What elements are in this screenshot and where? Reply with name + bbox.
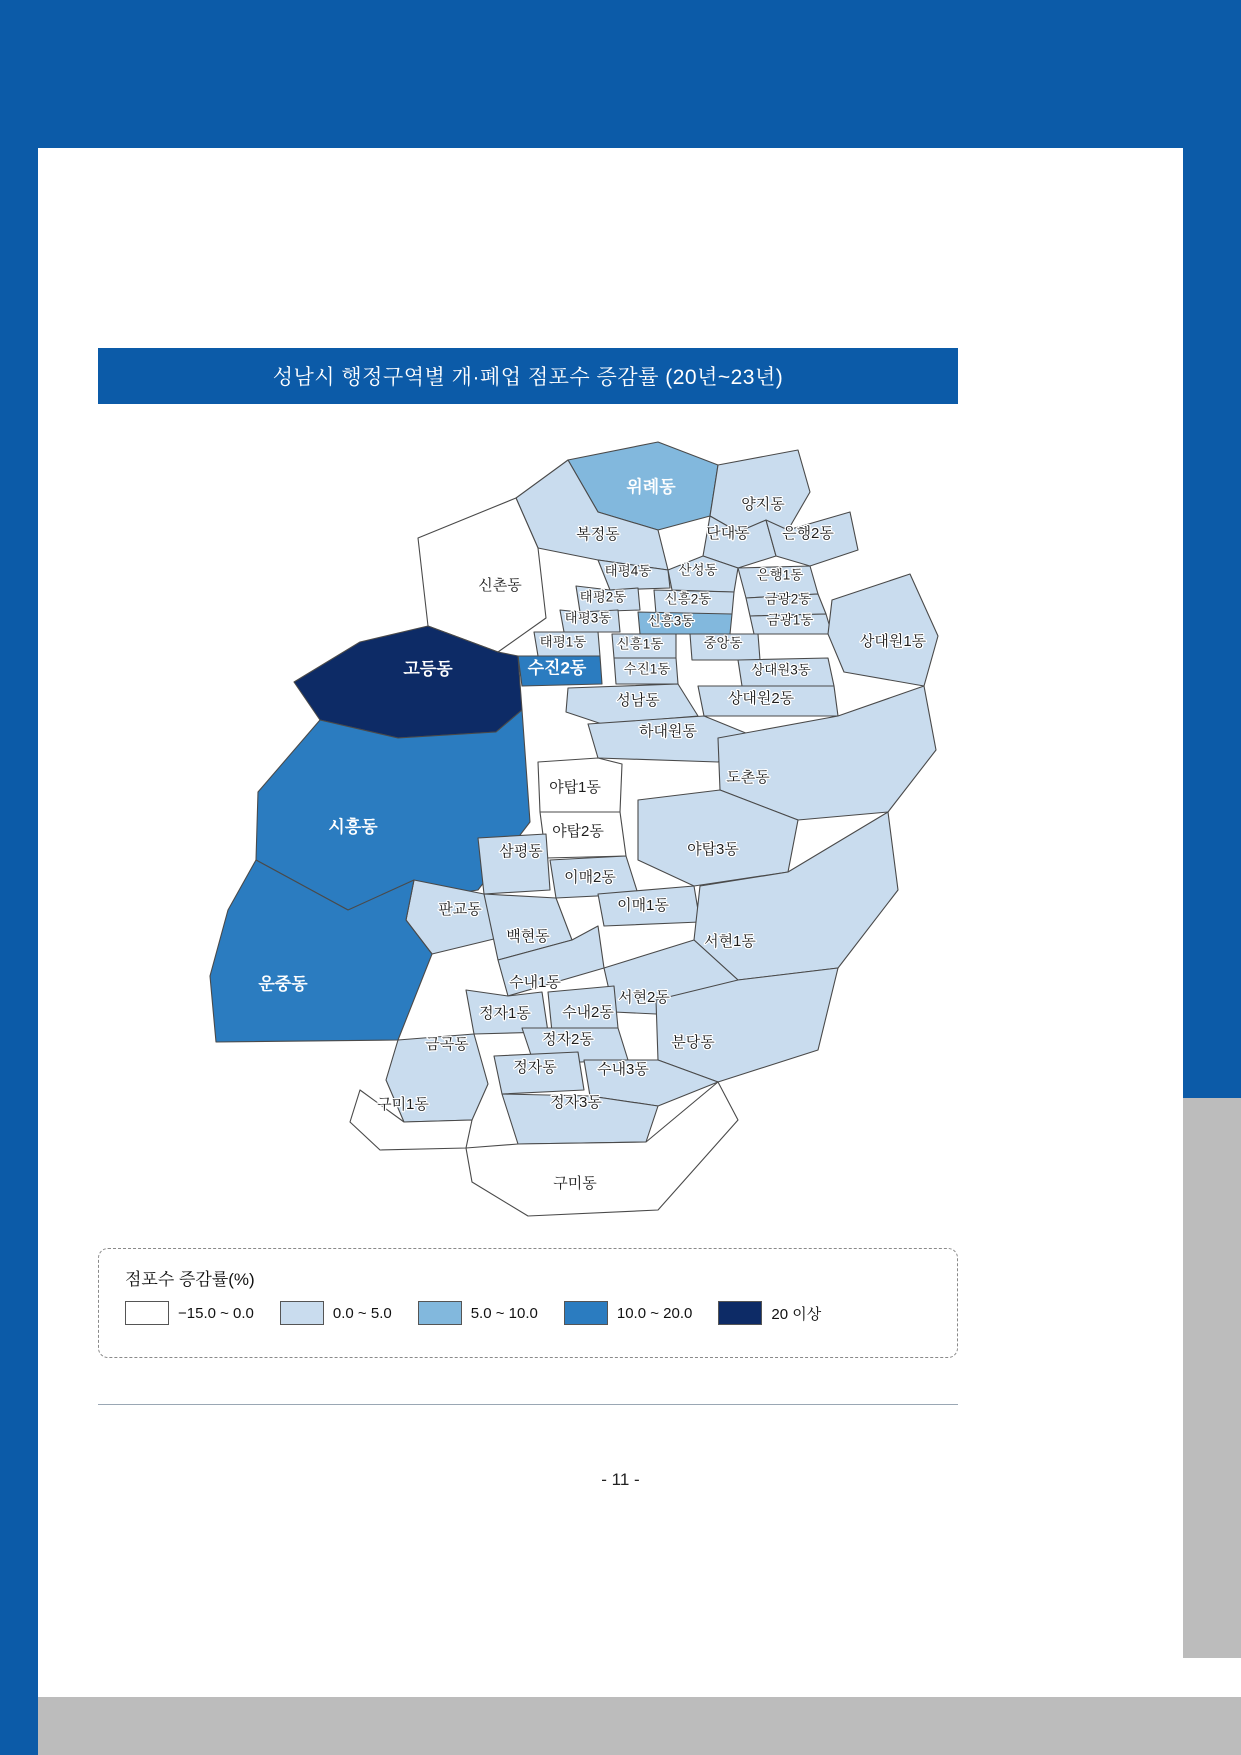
map-label: 신흥2동 bbox=[664, 591, 712, 607]
map-label: 수내3동 bbox=[597, 1060, 649, 1078]
choropleth-map bbox=[98, 420, 958, 1230]
legend-swatch bbox=[280, 1301, 324, 1325]
map-svg bbox=[98, 420, 958, 1230]
map-label: 은행2동 bbox=[782, 524, 834, 542]
map-label: 수내1동 bbox=[509, 973, 561, 991]
map-label: 운중동 bbox=[258, 974, 308, 994]
region-sangdaewon1[interactable] bbox=[828, 574, 938, 686]
map-label: 정자2동 bbox=[542, 1030, 594, 1048]
legend-label: 5.0 ~ 10.0 bbox=[470, 1304, 538, 1322]
map-label: 상대원1동 bbox=[859, 632, 927, 650]
right-accent-bar bbox=[1183, 148, 1241, 1098]
map-label: 신촌동 bbox=[478, 576, 522, 594]
legend-swatch bbox=[718, 1301, 762, 1325]
map-label: 수진2동 bbox=[527, 658, 587, 678]
legend-items bbox=[125, 1301, 821, 1325]
map-label: 금광1동 bbox=[766, 612, 814, 628]
map-label: 서현2동 bbox=[618, 988, 670, 1006]
legend-label: 10.0 ~ 20.0 bbox=[616, 1304, 693, 1322]
map-label: 금곡동 bbox=[425, 1035, 469, 1053]
legend-item bbox=[418, 1301, 538, 1325]
map-label: 위례동 bbox=[626, 477, 676, 497]
map-label: 분당동 bbox=[671, 1033, 715, 1051]
map-label: 도촌동 bbox=[726, 768, 770, 786]
map-label: 삼평동 bbox=[499, 842, 543, 860]
map-label: 야탑1동 bbox=[549, 778, 601, 796]
chart-title-bar bbox=[98, 348, 958, 404]
map-label: 중앙동 bbox=[703, 635, 743, 651]
legend-item bbox=[125, 1301, 254, 1325]
right-grey-bar bbox=[1183, 1098, 1241, 1658]
map-label: 성남동 bbox=[616, 691, 660, 709]
map-label: 고등동 bbox=[403, 659, 453, 679]
map-label: 시흥동 bbox=[328, 817, 378, 837]
map-label: 야탑3동 bbox=[687, 840, 739, 858]
map-label: 복정동 bbox=[576, 525, 620, 543]
legend-item bbox=[280, 1301, 392, 1325]
legend-swatch bbox=[125, 1301, 169, 1325]
legend-label: 20 이상 bbox=[771, 1305, 822, 1323]
map-label: 단대동 bbox=[706, 524, 750, 542]
footer-divider bbox=[98, 1404, 958, 1405]
map-label: 수내2동 bbox=[562, 1003, 614, 1021]
map-label: 상대원3동 bbox=[751, 662, 811, 678]
map-label: 산성동 bbox=[678, 562, 718, 578]
map-label: 신흥3동 bbox=[647, 613, 695, 629]
map-label: 하대원동 bbox=[639, 722, 697, 740]
map-label: 구미동 bbox=[553, 1174, 597, 1192]
legend-label: −15.0 ~ 0.0 bbox=[178, 1304, 254, 1322]
map-label: 금광2동 bbox=[764, 591, 812, 607]
map-label: 서현1동 bbox=[704, 932, 756, 950]
map-label: 상대원2동 bbox=[727, 689, 795, 707]
map-label: 구미1동 bbox=[377, 1095, 429, 1113]
map-label: 신흥1동 bbox=[616, 636, 664, 652]
map-label: 정자동 bbox=[513, 1058, 557, 1076]
map-label: 태평1동 bbox=[539, 634, 587, 650]
legend-title: 점포수 증감률(%) bbox=[125, 1270, 255, 1289]
legend-label: 0.0 ~ 5.0 bbox=[332, 1304, 392, 1322]
map-label: 이매2동 bbox=[564, 868, 616, 886]
map-label: 백현동 bbox=[506, 927, 550, 945]
left-accent-bar bbox=[0, 0, 38, 1755]
legend-swatch bbox=[564, 1301, 608, 1325]
map-label: 양지동 bbox=[741, 495, 785, 513]
legend-swatch bbox=[418, 1301, 462, 1325]
region-yangji[interactable] bbox=[710, 450, 810, 532]
map-label: 태평3동 bbox=[564, 610, 612, 626]
map-label: 은행1동 bbox=[756, 567, 804, 583]
page-number: - 11 - bbox=[601, 1470, 640, 1489]
page-title: 성남시 행정구역별 개·폐업 점포수 증감률 (20년~23년) bbox=[272, 366, 784, 389]
map-label: 판교동 bbox=[438, 900, 482, 918]
map-label: 이매1동 bbox=[617, 896, 669, 914]
map-label: 수진1동 bbox=[623, 661, 671, 677]
map-label: 태평2동 bbox=[579, 589, 627, 605]
header-band bbox=[0, 0, 1241, 148]
map-label: 정자1동 bbox=[479, 1004, 531, 1022]
legend-item bbox=[718, 1301, 821, 1325]
map-label: 야탑2동 bbox=[552, 822, 604, 840]
legend-item bbox=[564, 1301, 692, 1325]
legend bbox=[98, 1248, 958, 1358]
bottom-grey-bar bbox=[38, 1697, 1241, 1755]
map-label: 정자3동 bbox=[550, 1093, 602, 1111]
map-label: 태평4동 bbox=[604, 563, 652, 579]
